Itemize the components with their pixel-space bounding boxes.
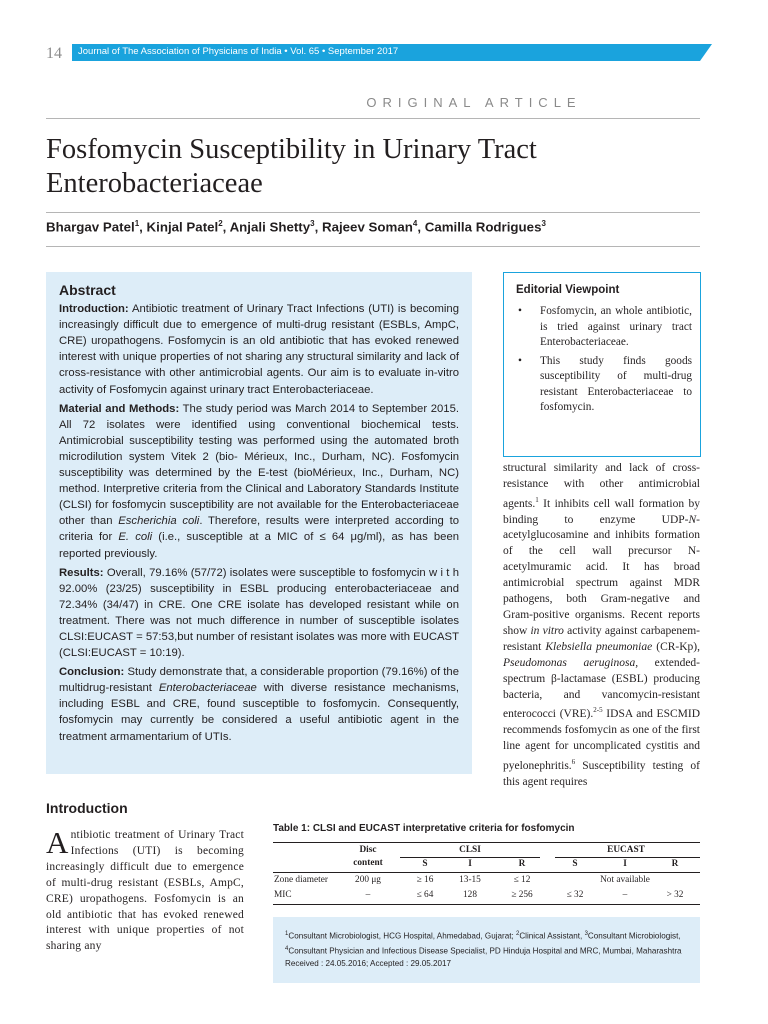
body-text: IDSA and ESCMID recommends fosfomycin as one of the first line agent for uncomplicated cystitis and pyelonephritis.: [503, 708, 700, 772]
table-header-disc: content: [353, 858, 383, 868]
editorial-item: [516, 304, 692, 351]
table-header-clsi: CLSI: [459, 845, 481, 855]
rule-bottom: [46, 246, 700, 247]
body-text: structural similarity and lack of cross-resistance with other antimicrobial agents.: [503, 462, 700, 510]
affiliation-marker: 3: [584, 931, 588, 937]
affiliations-box: [273, 917, 700, 983]
table-title: Table 1: CLSI and EUCAST interpretative criteria for fosfomycin: [273, 823, 575, 834]
author-affiliation: 4: [412, 219, 418, 228]
abstract-box: [46, 272, 472, 774]
abstract-text: Study demonstrate that, a considerable proportion (79.16%) of the multidrug-resistant: [59, 666, 459, 695]
banner-tip: [700, 44, 712, 61]
table-subheader: I: [468, 859, 472, 869]
abstract-conclusion: [59, 664, 459, 744]
page-number: 14: [46, 45, 62, 62]
article-title: Fosfomycin Susceptibility in Urinary Tract Enterobacteriaceae: [46, 134, 537, 199]
table-subheader: S: [572, 859, 578, 869]
author-name: Kinjal Patel: [146, 219, 219, 235]
abstract-text: . Therefore, results were interpreted according to criteria for: [59, 515, 460, 544]
citation: 2-5: [593, 706, 603, 715]
editorial-viewpoint-box: [503, 272, 701, 457]
author-separator: ,: [314, 219, 322, 235]
table-rule-header: [273, 872, 700, 873]
table-subheader: S: [422, 859, 428, 869]
author-affiliation: 1: [134, 219, 140, 228]
body-text: (CR-Kp),: [652, 640, 701, 653]
table-header-eucast: EUCAST: [607, 845, 645, 855]
abstract-text: Antibiotic treatment of Urinary Tract Infections (UTI) is becoming increasingly difficult due to emergence of multi-drug resistant (ESBLs, AmpC, CRE) uropathogens. Fosfomycin is an old antibiotic that has evoked renewed interest with unique properties of not sharing any structural similarity and lack of cross-resistance with other antimicrobial agents. Our aim is to evaluate in-vitro activity of Fosfomycin against urinary tract Enterobacteriaceae.: [59, 303, 459, 396]
table-cell: ≤ 12: [513, 875, 531, 885]
table-cell: ≥ 16: [416, 875, 434, 885]
table-cell: > 32: [666, 890, 684, 900]
author-separator: ,: [417, 219, 425, 235]
author-name: Camilla Rodrigues: [424, 219, 542, 235]
table-cell: –: [365, 890, 371, 900]
table-cell: ≤ 64: [416, 890, 434, 900]
bullet-icon: •: [518, 354, 522, 367]
drop-cap: A: [46, 825, 69, 860]
abstract-italic: Enterobacteriaceae: [158, 682, 257, 695]
abstract-text: with diverse resistance mechanisms, including ESBL and CRE, found susceptible to fosfomycin. Consequently, fosfomycin may currently be considered a useful antibiotic agent in the treatment armamentarium of UTIs.: [59, 682, 460, 743]
abstract-introduction: [59, 301, 459, 398]
body-italic: Pseudomonas aeruginosa,: [503, 656, 639, 669]
table-subheader: R: [671, 859, 679, 869]
affiliations-text: [285, 928, 695, 970]
table-subheader: R: [518, 859, 526, 869]
table-cell: –: [622, 890, 628, 900]
body-text: Susceptibility testing of this agent requires: [503, 759, 700, 788]
editorial-item-text: Fosfomycin, an whole antibiotic, is tried against urinary tract Enterobacteriaceae.: [540, 305, 692, 348]
affiliation-marker: 1: [285, 931, 289, 937]
abstract-italic: Escherichia coli: [118, 515, 200, 528]
body-italic: in vitro: [530, 624, 564, 637]
body-italic: N: [688, 513, 697, 526]
introduction-text: [46, 825, 244, 955]
body-text: extended-spectrum β-lactamase (ESBL) producing bacteria, and vancomycin-resistant enterococci (VRE).: [503, 656, 701, 721]
affiliation-marker: 2: [515, 931, 520, 937]
editorial-title: Editorial Viewpoint: [516, 284, 620, 296]
abstract-label: Material and Methods:: [59, 402, 180, 415]
table-rule-top: [273, 842, 700, 843]
author-name: Rajeev Soman: [321, 219, 413, 235]
table-rule-group: [555, 857, 700, 858]
introduction-body: ntibiotic treatment of Urinary Tract Infections (UTI) is becoming increasingly difficult due to emergence of multi-drug resistant (ESBLs, AmpC, CRE) uropathogens. Fosfomycin is an old antibiotic that has evoked renewed interest with unique properties of not sharing any: [46, 829, 244, 953]
body-italic: Klebsiella pneumoniae: [545, 640, 653, 653]
rule-mid: [46, 212, 700, 213]
introduction-heading: Introduction: [46, 800, 128, 816]
bullet-icon: •: [518, 305, 522, 317]
abstract-italic: E. coli: [118, 531, 153, 544]
author-separator: ,: [222, 219, 230, 235]
affiliation-text: Consultant Physician and Infectious Disease Specialist, PD Hinduja Hospital and MRC, Mumbai, Maharashtra: [288, 946, 682, 956]
body-text: activity against carbapenem-resistant: [503, 624, 700, 653]
author-affiliation: 3: [541, 219, 546, 228]
received-accepted-dates: Received : 24.05.2016; Accepted : 29.05.2017: [285, 959, 452, 969]
abstract-content: [59, 282, 459, 748]
table-subheader: I: [623, 859, 627, 869]
editorial-item-text: This study finds goods susceptibility of multi-drug resistant Enterobacteriaceae to fosfomycin.: [540, 354, 692, 413]
table-cell: Not available: [600, 875, 650, 885]
abstract-results: [59, 565, 459, 662]
body-text: -acetylglucosamine and inhibits formation of the cell wall precursor N-acetylmuramic acid. It has broad antimicrobial spectrum against MDR pathogens, both Gram-negative and Gram-positive organisms. Recent reports show: [503, 513, 700, 637]
author-separator: ,: [139, 219, 147, 235]
journal-line: Journal of The Association of Physicians of India • Vol. 65 • September 2017: [78, 46, 399, 57]
abstract-text: Overall, 79.16% (57/72) isolates were susceptible to fosfomycin w i t h 92.00% (23/25) susceptibility in ESBL producing enterobacteriaceae and 72.34% (34/47) in CRE. One CRE isolate has developed resistant while on treatment. There was not much difference in number of susceptible isolates CLSI:EUCAST = 57:53,but number of resistant isolates was more with EUCAST (CLSI:EUCAST = 10:19).: [59, 566, 459, 660]
editorial-list: [516, 304, 692, 419]
author-affiliation: 2: [218, 219, 223, 228]
table-rule-bottom: [273, 904, 700, 905]
citation: 6: [571, 757, 576, 766]
author-name: Anjali Shetty: [229, 219, 311, 235]
abstract-methods: [59, 401, 459, 562]
author-name: Bhargav Patel: [46, 219, 135, 235]
abstract-label: Results:: [59, 566, 104, 579]
journal-banner: [72, 44, 700, 61]
rule-top: [46, 118, 700, 119]
abstract-text: The study period was March 2014 to September 2015. All 72 isolates were identified using conventional biochemical tests. Antimicrobial susceptibility testing was performed using the automated broth microdilution system Vitek 2 (bio- Mérieux, Inc., Durham, NC). Fosfomycin susceptibility was determined by the E-test (bioMérieux, Inc., Durham, NC) method. Interpretive criteria from the Clinical and Laboratory Standards Institute (CLSI) for fosfomycin susceptibility are not available for the Enterobacteriaceae other than: [59, 402, 459, 528]
affiliation-text: Consultant Microbiologist,: [587, 931, 681, 941]
table-cell: 200 μg: [355, 875, 381, 885]
table-cell: ≤ 32: [566, 890, 584, 900]
abstract-label: Conclusion:: [59, 666, 125, 679]
author-list: [46, 219, 546, 234]
abstract-heading: Abstract: [59, 282, 116, 298]
affiliation-text: Clinical Assistant,: [519, 931, 585, 941]
table-cell: ≥ 256: [511, 890, 533, 900]
section-label: ORIGINAL ARTICLE: [366, 95, 582, 110]
citation: 1: [535, 495, 539, 504]
affiliation-text: Consultant Microbiologist, HCG Hospital, Ahmedabad, Gujarat;: [288, 931, 516, 941]
table-rule-group: [400, 857, 540, 858]
editorial-item: [516, 354, 692, 416]
abstract-label: Introduction:: [59, 303, 129, 316]
table-cell: 128: [463, 890, 477, 900]
abstract-text: (i.e., susceptible at a MIC of ≤ 64 μg/ml), as has been reported previously.: [59, 531, 460, 560]
author-affiliation: 3: [310, 219, 315, 228]
table-row-label: Zone diameter: [274, 875, 328, 885]
body-text: It inhibits cell wall formation by binding to enzyme UDP-: [503, 497, 700, 526]
table-cell: 13-15: [459, 875, 481, 885]
table-row-label: MIC: [274, 890, 292, 900]
body-text-right-column: [503, 461, 700, 791]
affiliation-marker: 4: [285, 945, 289, 952]
table-header-disc: Disc: [359, 845, 377, 855]
